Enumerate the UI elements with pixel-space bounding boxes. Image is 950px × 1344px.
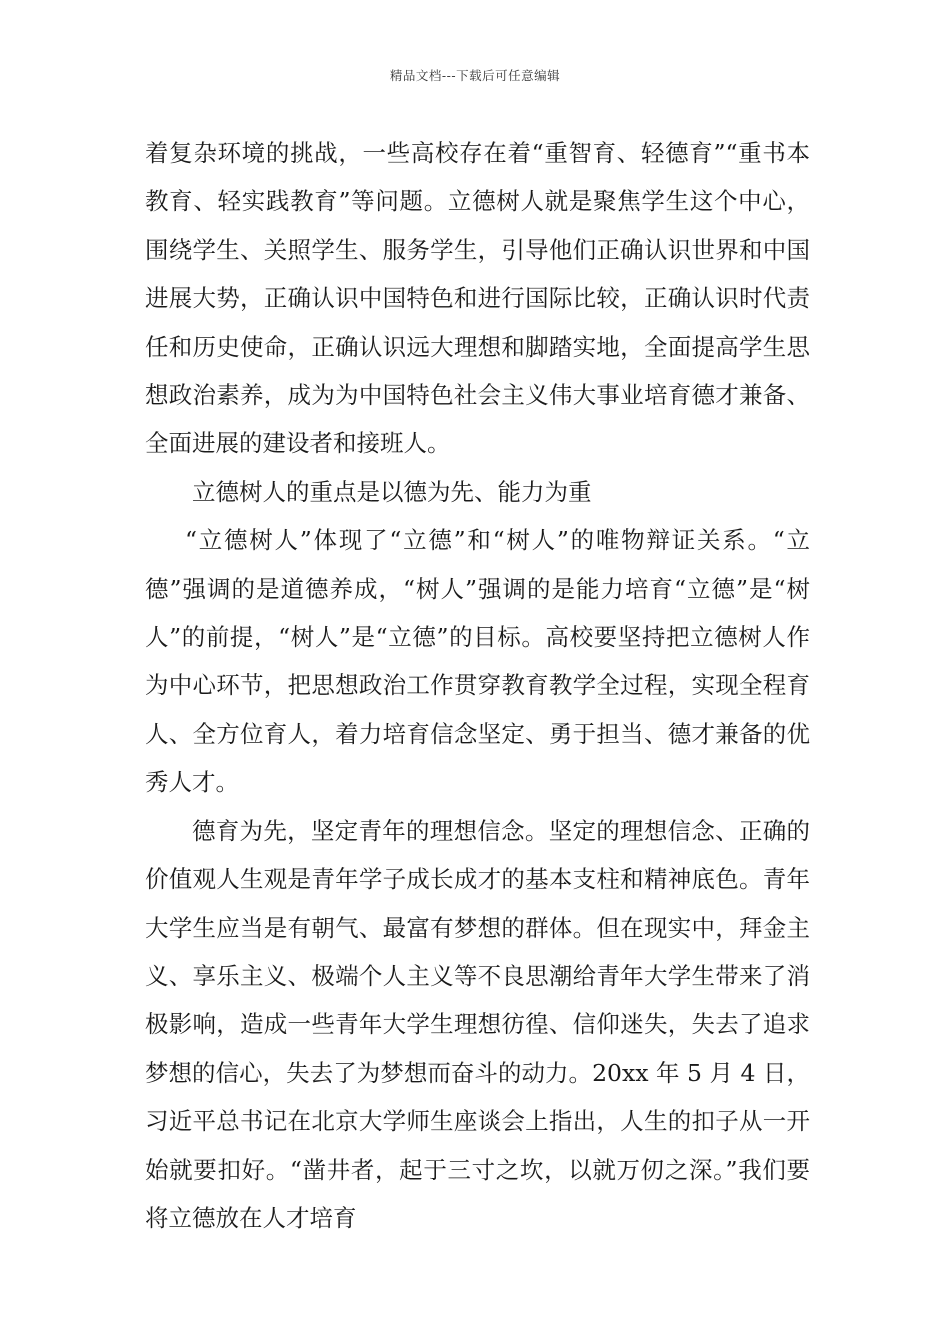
section-heading: 立德树人的重点是以德为先、能力为重 — [192, 477, 592, 506]
paragraph-1: 着复杂环境的挑战，一些高校存在着“重智育、轻德育”“重书本教育、轻实践教育”等问题。立德树人就是聚焦学生这个中心，围绕学生、关照学生、服务学生，引导他们正确认识世界和中国进展大势，正确认识中国特色和进行国际比较，正确认识时代责任和历史使命，正确认识远大理想和脚踏实地，全面提高学生思想政治素养，成为为中国特色社会主义伟大事业培育德才兼备、全面进展的建设者和接班人。 — [145, 139, 810, 458]
paragraph-3: 德育为先，坚定青年的理想信念。坚定的理想信念、正确的价值观人生观是青年学子成长成才的基本支柱和精神底色。青年大学生应当是有朝气、最富有梦想的群体。但在现实中，拜金主义、享乐主义、极端个人主义等不良思潮给青年大学生带来了消极影响，造成一些青年大学生理想彷徨、信仰迷失，失去了追求梦想的信心，失去了为梦想而奋斗的动力。20xx 年 5 月 4 日，习近平总书记在北京大学师生座谈会上指出，人生的扣子从一开始就要扣好。“凿井者，起于三寸之坎，以就万仞之深。”我们要将立德放在人才培育 — [145, 816, 810, 1232]
document-body — [145, 129, 810, 1242]
paragraph-2: “立德树人”体现了“立德”和“树人”的唯物辩证关系。“立德”强调的是道德养成，“树人”强调的是能力培育“立德”是“树人”的前提，“树人”是“立德”的目标。高校要坚持把立德树人作为中心环节，把思想政治工作贯穿教育教学全过程，实现全程育人、全方位育人，着力培育信念坚定、勇于担当、德才兼备的优秀人才。 — [145, 526, 810, 797]
page-header: 精品文档---下载后可任意编辑 — [389, 68, 561, 83]
